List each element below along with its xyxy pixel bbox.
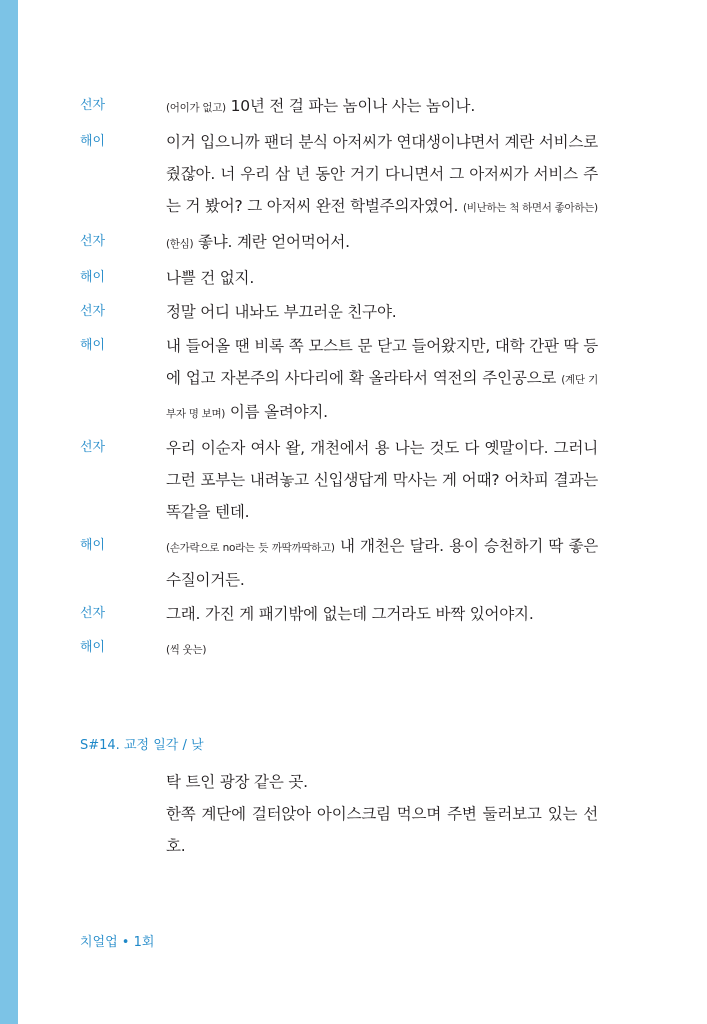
- speaker-name: 해이: [80, 538, 106, 553]
- dialogue-line: [80, 598, 600, 630]
- stage-direction: (비난하는 척 하면서 좋아하는): [463, 202, 598, 214]
- dialogue-line: [80, 330, 600, 430]
- speech-text: [166, 598, 598, 630]
- speech-segment: 내 들어올 땐 비록 쪽 모스트 문 닫고 들어왔지만, 대학 간판 딱 등에 업고 자본주의 사다리에 확 올라타서 역전의 주인공으로: [166, 337, 598, 387]
- dialogue-line: [80, 432, 600, 528]
- speech-text: [166, 432, 598, 528]
- speech-segment: 내 개천은 달라. 용이 승천하기 딱 좋은 수질이거든.: [166, 537, 598, 589]
- speech-segment: 그래. 가진 게 패기밖에 없는데 그거라도 바짝 있어야지.: [166, 605, 534, 623]
- stage-direction: (손가락으로 no라는 듯 까딱까딱하고): [166, 542, 335, 554]
- action-line: 한쪽 계단에 걸터앉아 아이스크림 먹으며 주변 둘러보고 있는 선호.: [166, 805, 598, 855]
- speech-text: [166, 126, 598, 224]
- speech-text: [166, 90, 598, 124]
- speech-segment: 이름 올려야지.: [225, 403, 328, 421]
- speech-segment: 이거 입으니까 팬더 분식 아저씨가 연대생이냐면서 계란 서비스로 줬잖아. 너 우리 삼 년 동안 거기 다니면서 그 아저씨가 서비스 주는 거 봤어? 그 아저씨 완전 학벌주의자였어.: [166, 133, 598, 215]
- speaker-name: 선자: [80, 234, 106, 249]
- speaker-name: 해이: [80, 338, 106, 353]
- speaker-name: 선자: [80, 98, 106, 113]
- dialogue-line: [80, 90, 600, 124]
- dialogue-line: [80, 632, 600, 666]
- dialogue-line: [80, 226, 600, 260]
- speaker-name: 선자: [80, 606, 106, 621]
- stage-direction: (씩 웃는): [166, 644, 207, 656]
- dialogue-block: [80, 90, 600, 668]
- speech-text: [166, 530, 598, 596]
- speech-segment: 10년 전 걸 파는 놈이나 사는 놈이나.: [225, 97, 476, 115]
- speaker-name: 해이: [80, 640, 106, 655]
- speaker-name: 해이: [80, 270, 106, 285]
- speech-segment: 나쁠 건 없지.: [166, 269, 255, 287]
- speaker-name: 선자: [80, 440, 106, 455]
- action-block: [166, 766, 598, 862]
- speech-segment: 정말 어디 내놔도 부끄러운 친구야.: [166, 303, 397, 321]
- side-color-bar: [0, 0, 18, 1024]
- speech-text: [166, 226, 598, 260]
- page-footer: 치얼업 • 1회: [80, 935, 155, 950]
- dialogue-line: [80, 126, 600, 224]
- speech-segment: 우리 이순자 여사 왈, 개천에서 용 나는 것도 다 옛말이다. 그러니 그런 포부는 내려놓고 신입생답게 막사는 게 어때? 어차피 결과는 똑같을 텐데.: [166, 439, 598, 521]
- speech-segment: 좋냐. 계란 얻어먹어서.: [193, 233, 350, 251]
- speech-text: [166, 632, 598, 666]
- speaker-name: 선자: [80, 304, 106, 319]
- scene-heading: S#14. 교정 일각 / 낮: [80, 738, 204, 753]
- speech-text: [166, 330, 598, 430]
- speaker-name: 해이: [80, 134, 106, 149]
- dialogue-line: [80, 530, 600, 596]
- dialogue-line: [80, 262, 600, 294]
- stage-direction: (어이가 없고): [166, 102, 226, 114]
- action-line: 탁 트인 광장 같은 곳.: [166, 773, 308, 791]
- stage-direction: (계단 기부자 명 보며): [166, 374, 598, 420]
- speech-text: [166, 262, 598, 294]
- dialogue-line: [80, 296, 600, 328]
- stage-direction: (한심): [166, 238, 194, 250]
- speech-text: [166, 296, 598, 328]
